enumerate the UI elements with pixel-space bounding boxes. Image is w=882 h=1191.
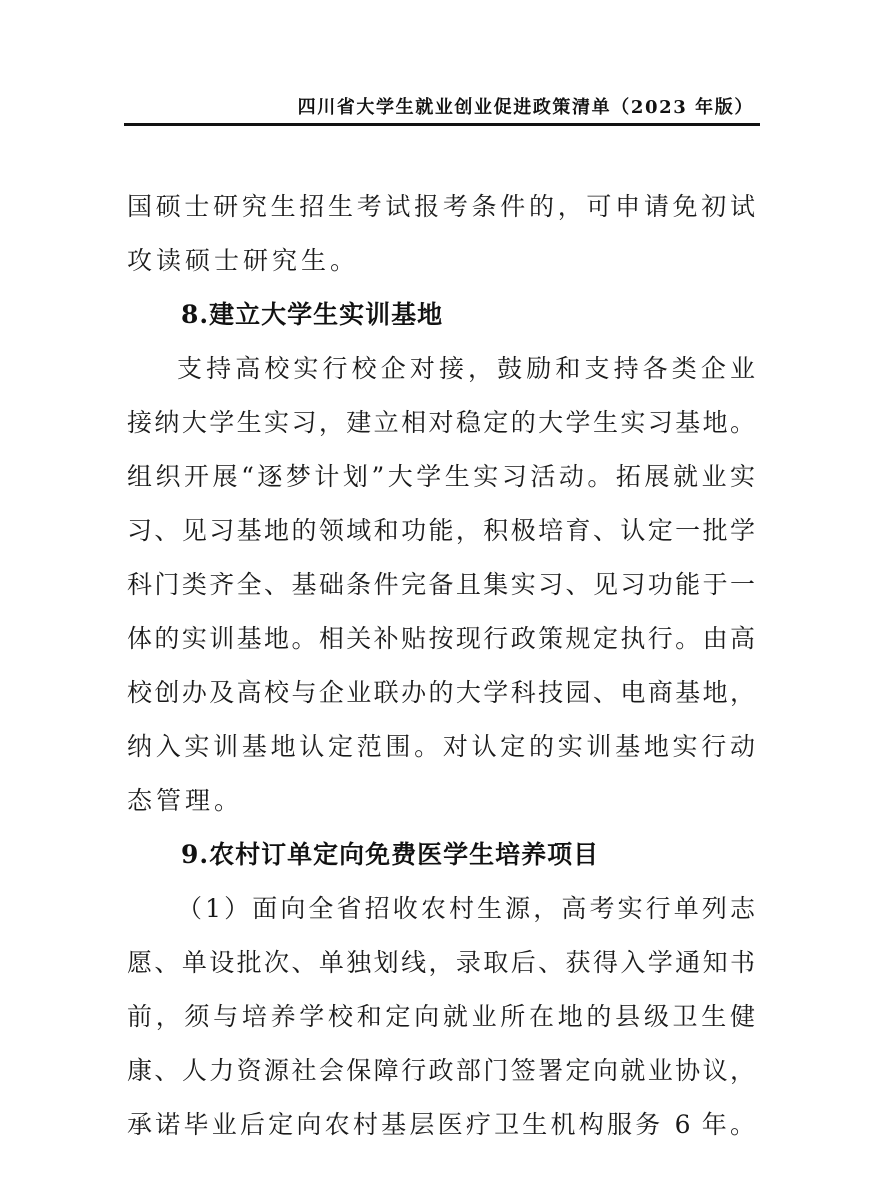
- section-heading-8: 8.建立大学生实训基地: [181, 300, 444, 329]
- paragraph-line: 科门类齐全、基础条件完备且集实习、见习功能于一: [127, 570, 755, 599]
- paragraph-line: 前，须与培养学校和定向就业所在地的县级卫生健: [127, 1002, 755, 1031]
- paragraph-line: 习、见习基地的领域和功能，积极培育、认定一批学: [127, 516, 755, 545]
- body-text: [127, 180, 755, 1152]
- section-heading-9: 9.农村订单定向免费医学生培养项目: [181, 840, 600, 869]
- running-header: 四川省大学生就业创业促进政策清单（2023 年版）: [297, 97, 754, 118]
- paragraph-line: 愿、单设批次、单独划线，录取后、获得入学通知书: [127, 948, 755, 977]
- paragraph-line: 接纳大学生实习，建立相对稳定的大学生实习基地。: [127, 408, 755, 437]
- paragraph-line: 攻读硕士研究生。: [127, 246, 360, 275]
- paragraph-line: 纳入实训基地认定范围。对认定的实训基地实行动: [127, 732, 755, 761]
- paragraph-line: 承诺毕业后定向农村基层医疗卫生机构服务 6 年。: [127, 1110, 755, 1139]
- paragraph-line: 态管理。: [127, 786, 244, 815]
- paragraph-line: 校创办及高校与企业联办的大学科技园、电商基地，: [127, 678, 755, 707]
- paragraph-line: 支持高校实行校企对接，鼓励和支持各类企业: [177, 354, 755, 383]
- paragraph-line: 康、人力资源社会保障行政部门签署定向就业协议，: [127, 1056, 755, 1085]
- paragraph-line: 体的实训基地。相关补贴按现行政策规定执行。由高: [127, 624, 755, 653]
- paragraph-line: 组织开展“逐梦计划”大学生实习活动。拓展就业实: [127, 462, 755, 491]
- paragraph-line: 国硕士研究生招生考试报考条件的，可申请免初试: [127, 192, 755, 221]
- paragraph-line: （1）面向全省招收农村生源，高考实行单列志: [177, 894, 755, 923]
- header-rule: [124, 123, 760, 126]
